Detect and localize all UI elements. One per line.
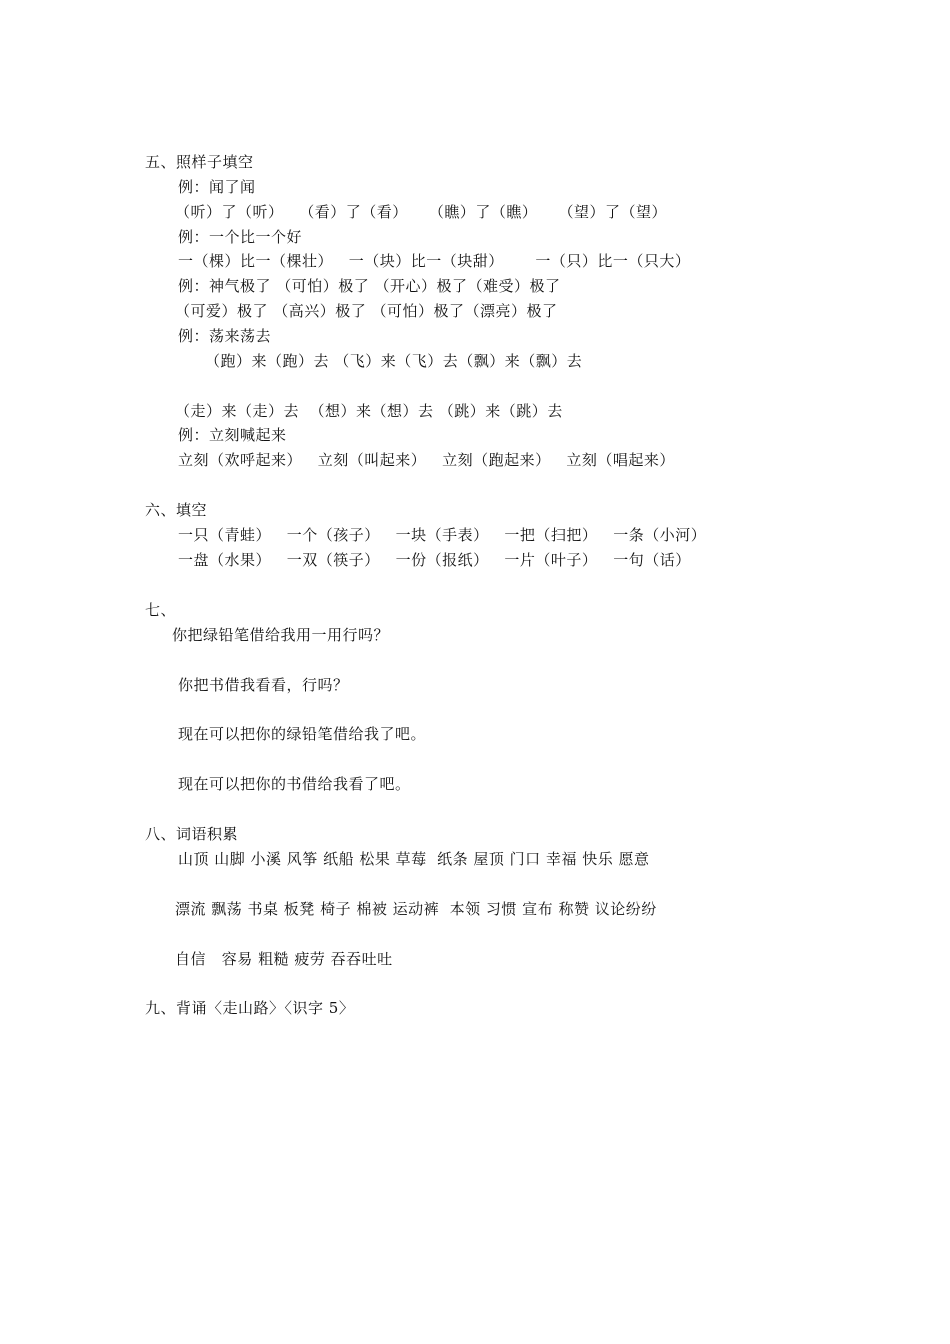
section-6-row-1: 一只（青蛙） 一个（孩子） 一块（手表） 一把（扫把） 一条（小河） <box>178 526 707 544</box>
section-5-heading: 五、照样子填空 <box>145 153 254 171</box>
section-8-row-3: 自信 容易 粗糙 疲劳 吞吞吐吐 <box>175 950 393 968</box>
example-1: 例：闻了闻 <box>178 178 256 196</box>
example-3-answers: （可爱）极了 （高兴）极了 （可怕）极了（漂亮）极了 <box>175 302 558 320</box>
section-8-row-1: 山顶 山脚 小溪 风筝 纸船 松果 草莓 纸条 屋顶 门口 幸福 快乐 愿意 <box>178 850 650 868</box>
section-9-heading: 九、背诵〈走山路〉〈识字 5〉 <box>145 999 355 1017</box>
section-7-line-3: 现在可以把你的绿铅笔借给我了吧。 <box>178 725 427 743</box>
section-7-heading: 七、 <box>145 601 177 619</box>
section-7-line-1: 你把绿铅笔借给我用一用行吗？ <box>172 626 390 644</box>
example-2: 例：一个比一个好 <box>178 228 303 246</box>
example-5-answers: 立刻（欢呼起来） 立刻（叫起来） 立刻（跑起来） 立刻（唱起来） <box>178 451 675 469</box>
example-4-answers-b: （走）来（走）去 （想）来（想）去 （跳）来（跳）去 <box>175 402 563 420</box>
section-6-row-2: 一盘（水果） 一双（筷子） 一份（报纸） 一片（叶子） 一句（话） <box>178 551 691 569</box>
example-5: 例：立刻喊起来 <box>178 426 287 444</box>
section-8-row-2: 漂流 飘荡 书桌 板凳 椅子 棉被 运动裤 本领 习惯 宣布 称赞 议论纷纷 <box>175 900 657 918</box>
example-4-answers-a: （跑）来（跑）去 （飞）来（飞）去（飘）来（飘）去 <box>205 352 583 370</box>
section-8-heading: 八、词语积累 <box>145 825 239 843</box>
example-4: 例：荡来荡去 <box>178 327 272 345</box>
example-3: 例：神气极了 （可怕）极了 （开心）极了（难受）极了 <box>178 277 561 295</box>
example-1-answers: （听）了（听） （看）了（看） （瞧）了（瞧） （望）了（望） <box>175 203 667 221</box>
example-2-answers: 一（棵）比一（棵壮） 一（块）比一（块甜） 一（只）比一（只大） <box>178 252 691 270</box>
section-7-line-2: 你把书借我看看，行吗？ <box>178 676 349 694</box>
section-7-line-4: 现在可以把你的书借给我看了吧。 <box>178 775 411 793</box>
section-6-heading: 六、填空 <box>145 501 208 519</box>
